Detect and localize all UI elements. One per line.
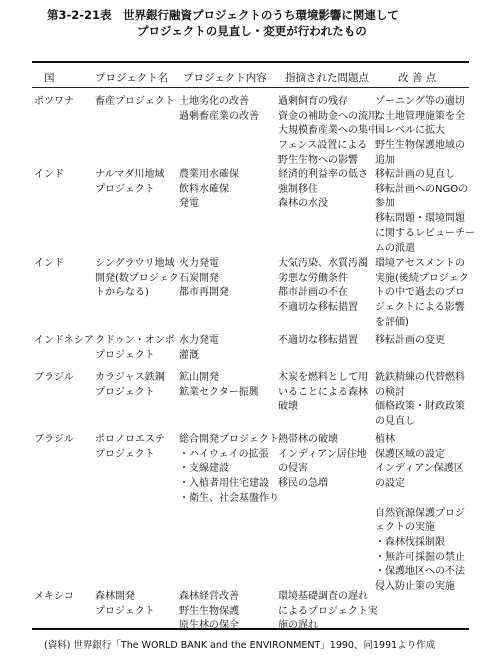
cell-line: 土地劣化の改善	[179, 96, 249, 107]
header-improvements: 改 善 点	[398, 72, 437, 84]
header-project-name: プロジェクト名	[95, 72, 169, 84]
cell-line: 侵入防止策の実施	[375, 581, 455, 593]
cell-line: 過剰飼育の残存	[278, 96, 348, 107]
cell-line: 熱帯林の破壊	[278, 434, 338, 445]
cell-country: インド	[34, 169, 64, 180]
cell-problems	[278, 433, 367, 492]
cell-line: 発電	[179, 198, 199, 210]
table-title-line-1: 第3-2-21表 世界銀行融資プロジェクトのうち環境影響に関連して	[47, 8, 399, 22]
cell-line: の検討	[375, 386, 405, 398]
header-country: 国	[44, 72, 55, 84]
cell-line: に関するレビューチー	[375, 227, 475, 239]
cell-line: 都市計画の不在	[278, 287, 348, 299]
cell-improvements	[375, 168, 475, 256]
cell-line: ・保護地区への不法	[375, 566, 465, 578]
cell-line: ・入植者用住宅建設	[179, 478, 269, 490]
cell-line: 施の遅れ	[278, 620, 318, 632]
cell-country: メキシコ	[34, 591, 74, 602]
cell-line: 森林開発	[95, 591, 135, 602]
cell-line: の侵害	[278, 463, 308, 475]
cell-line: カラジャス鉄鋼	[95, 372, 165, 383]
cell-line: トからなる)	[95, 287, 149, 299]
cell-line: を評価)	[375, 316, 409, 328]
cell-project-name	[95, 590, 155, 619]
top-rule	[32, 61, 469, 63]
cell-line: な土地管理施策を全	[375, 110, 465, 122]
cell-line: 不適切な移転措置	[278, 335, 358, 346]
cell-project-content	[179, 371, 259, 400]
cell-project-name	[95, 95, 175, 110]
cell-line: 都市再開発	[179, 287, 229, 299]
cell-line: プロジェクト	[95, 349, 155, 361]
cell-line: 銑鉄精練の代替燃料	[375, 372, 465, 383]
cell-line: 国レベルに拡大	[375, 125, 445, 137]
cell-line: 実施(後続プロジェク	[375, 272, 469, 284]
cell-country: ボツワナ	[34, 96, 74, 107]
cell-line: 自然資源保護プロジ	[375, 507, 465, 519]
cell-line: 不適切な移転措置	[278, 302, 358, 314]
cell-line: ナルマダ川地域	[95, 169, 165, 180]
cell-improvements	[375, 371, 465, 430]
cell-line: の設定	[375, 478, 405, 490]
cell-line: 大気汚染、水質汚濁	[278, 258, 368, 269]
source-note: (資料) 世界銀行「The WORLD BANK and the ENVIRONMENT」1990、同1991より作成	[44, 640, 436, 651]
cell-line: ジェクトによる影響	[375, 302, 465, 314]
cell-line: 環境アセスメントの	[375, 258, 465, 269]
cell-line: ・無許可採掘の禁止	[375, 551, 465, 563]
cell-problems	[278, 168, 368, 212]
cell-line: 火力発電	[179, 258, 219, 269]
cell-line: 資金の補助金への流用	[278, 110, 378, 122]
cell-country: ブラジル	[34, 372, 74, 383]
cell-line: 保護区域の設定	[375, 448, 445, 460]
cell-line: 移転計画へのNGOの	[375, 183, 469, 195]
cell-line: ェクトの実施	[375, 522, 435, 534]
cell-line: 野生生物への影響	[278, 154, 358, 166]
cell-problems	[278, 371, 368, 415]
cell-line: 開発(数プロジェク	[95, 272, 179, 284]
cell-improvements	[375, 433, 465, 595]
cell-line: ・衛生、社会基盤作り	[179, 492, 279, 504]
cell-line: ・支線建設	[179, 463, 229, 475]
cell-line: 参加	[375, 198, 395, 210]
cell-line: 植林	[375, 434, 395, 445]
cell-line: ポロノロエステ	[95, 434, 165, 445]
cell-line: いることによる森林	[278, 386, 368, 398]
cell-line: 追加	[375, 154, 395, 166]
cell-problems	[278, 257, 368, 316]
cell-line: 農業用水確保	[179, 169, 239, 180]
cell-line: 原生林の保全	[179, 620, 239, 632]
cell-line: 森林の水没	[278, 198, 328, 210]
cell-line: 野生生物保護地域の	[375, 140, 465, 152]
cell-problems	[278, 334, 358, 349]
cell-country: インドネシア	[34, 335, 94, 346]
cell-line: インディアン居住地	[278, 448, 367, 460]
cell-project-content	[179, 334, 219, 363]
bottom-rule	[32, 628, 469, 630]
cell-problems	[278, 95, 378, 169]
cell-project-name	[95, 433, 165, 462]
cell-line: ゾーニング等の適切	[375, 96, 465, 107]
cell-line: 畜産プロジェクト	[95, 96, 175, 107]
cell-line: 移転問題・環境問題	[375, 213, 465, 225]
cell-line: 野生生物保護	[179, 605, 239, 617]
cell-line: フェンス設置による	[278, 140, 368, 152]
cell-line: によるプロジェクト実	[278, 605, 378, 617]
cell-improvements	[375, 334, 445, 349]
cell-project-content	[179, 257, 229, 301]
cell-project-content	[179, 168, 239, 212]
header-rule	[32, 87, 469, 88]
cell-line: 移民の急増	[278, 478, 328, 490]
cell-line: トの中で過去のプロ	[375, 287, 465, 299]
cell-line: 鉱業セクター振興	[179, 386, 259, 398]
cell-line: 移転計画の変更	[375, 335, 445, 346]
cell-line: 飲料水確保	[179, 183, 229, 195]
cell-line: 強制移住	[278, 183, 318, 195]
cell-line: インディアン保護区	[375, 463, 464, 475]
cell-line: プロジェクト	[95, 183, 155, 195]
cell-project-name	[95, 168, 165, 197]
cell-project-name	[95, 257, 179, 301]
cell-line: 価格政策・財政政策	[375, 401, 465, 413]
cell-line: 大規模畜産業への集中	[278, 125, 378, 137]
cell-line: 劣悪な労働条件	[278, 272, 348, 284]
cell-project-content	[179, 95, 259, 124]
cell-line: ・森林伐採制限	[375, 536, 445, 548]
cell-line: 木炭を燃料として用	[278, 372, 368, 383]
cell-line: 環境基礎調査の遅れ	[278, 591, 368, 602]
cell-country: インド	[34, 258, 64, 269]
header-problems: 指摘された問題点	[285, 72, 369, 84]
cell-line: の見直し	[375, 416, 415, 428]
cell-line: 灌漑	[179, 349, 199, 361]
cell-line: 水力発電	[179, 335, 219, 346]
cell-project-name	[95, 334, 175, 363]
cell-line: プロジェクト	[95, 605, 155, 617]
cell-line	[375, 492, 465, 507]
cell-line: シングラウリ地域	[95, 258, 175, 269]
header-project-content: プロジェクト内容	[183, 72, 267, 84]
cell-line: プロジェクト	[95, 448, 155, 460]
cell-line: 鉱山開発	[179, 372, 219, 383]
cell-line: 総合開発プロジェクト	[179, 434, 279, 445]
cell-project-content	[179, 433, 279, 507]
cell-line: ムの派遣	[375, 242, 415, 254]
cell-line: プロジェクト	[95, 386, 155, 398]
cell-line: 過剰畜産業の改善	[179, 110, 259, 122]
cell-line: 破壊	[278, 401, 298, 413]
cell-line: 移転計画の見直し	[375, 169, 455, 180]
cell-improvements	[375, 257, 469, 331]
cell-line: 経済的利益率の低さ	[278, 169, 368, 180]
cell-line: ・ハイウェイの拡張	[179, 448, 269, 460]
cell-improvements	[375, 95, 465, 169]
cell-line: 森林経営改善	[179, 591, 239, 602]
cell-line: クドゥン・オンボ	[95, 335, 175, 346]
table-title-line-2: プロジェクトの見直し・変更が行われたもの	[137, 24, 367, 38]
cell-project-name	[95, 371, 165, 400]
cell-line: 石炭開発	[179, 272, 219, 284]
cell-country: ブラジル	[34, 434, 74, 445]
